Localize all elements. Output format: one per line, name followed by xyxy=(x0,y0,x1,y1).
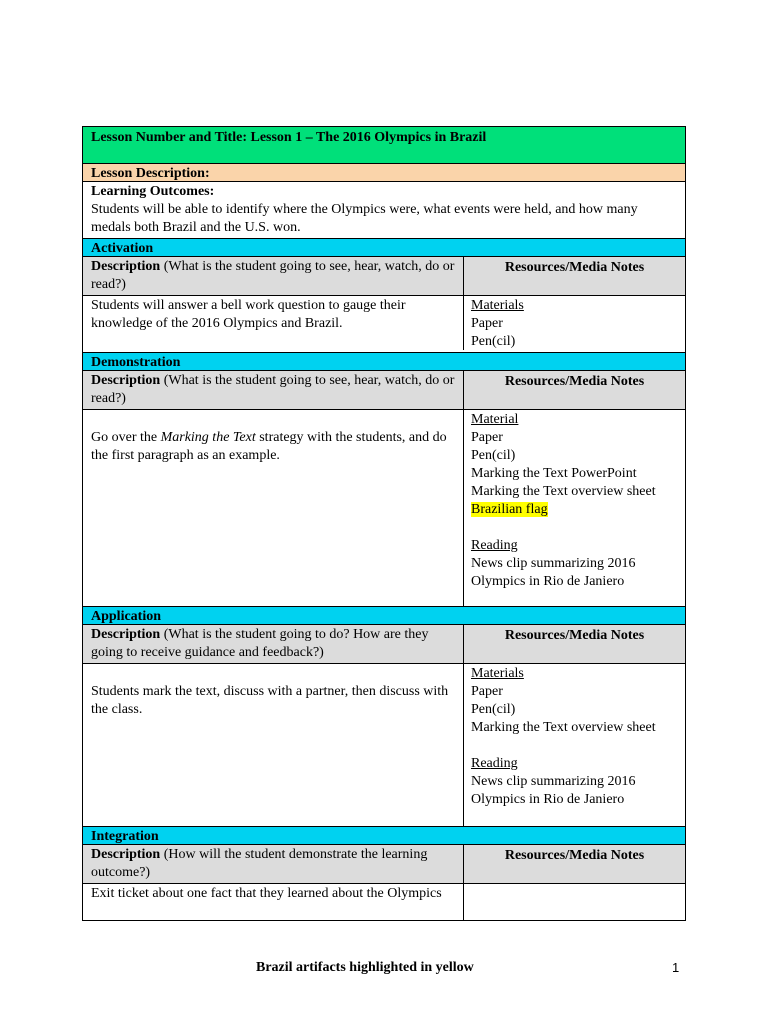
demonstration-content-row xyxy=(83,410,685,607)
lesson-description-label: Lesson Description: xyxy=(83,164,685,182)
application-content-row xyxy=(83,664,685,827)
activation-resources-header: Resources/Media Notes xyxy=(464,257,685,295)
integration-body: Exit ticket about one fact that they learned about the Olympics xyxy=(83,884,464,920)
demonstration-body-italic: Marking the Text xyxy=(160,430,256,445)
integration-resources xyxy=(464,884,685,920)
integration-header-row xyxy=(83,845,685,884)
description-label: Description xyxy=(91,847,161,862)
activation-description-cell xyxy=(83,257,464,295)
learning-outcomes-text: Students will be able to identify where the Olympics were, what events were held, and how many medals both Brazil and the U.S. won. xyxy=(91,202,638,235)
activation-body: Students will answer a bell work question to gauge their knowledge of the 2016 Olympics and Brazil. xyxy=(83,296,464,350)
demonstration-description-cell xyxy=(83,371,464,409)
demonstration-body-pre: Go over the xyxy=(91,430,161,445)
activation-material-item: Paper xyxy=(471,316,503,331)
integration-description-cell xyxy=(83,845,464,883)
application-reading-label: Reading xyxy=(471,756,518,771)
integration-content-row xyxy=(83,884,685,920)
activation-material-item: Pen(cil) xyxy=(471,334,516,349)
learning-outcomes xyxy=(83,182,685,239)
application-heading: Application xyxy=(83,607,685,625)
integration-resources-header: Resources/Media Notes xyxy=(464,845,685,883)
demonstration-material-item: Marking the Text overview sheet xyxy=(471,484,656,499)
activation-header-row xyxy=(83,257,685,296)
learning-outcomes-label: Learning Outcomes: xyxy=(91,184,215,199)
demonstration-reading-label: Reading xyxy=(471,538,518,553)
demonstration-heading: Demonstration xyxy=(83,353,685,371)
demonstration-reading-text: News clip summarizing 2016 Olympics in Rio de Janiero xyxy=(471,556,636,589)
footer-note: Brazil artifacts highlighted in yellow xyxy=(256,960,474,975)
activation-materials-label: Materials xyxy=(471,298,524,313)
integration-heading: Integration xyxy=(83,827,685,845)
demonstration-resources-header: Resources/Media Notes xyxy=(464,371,685,409)
page-number: 1 xyxy=(672,960,680,975)
description-label: Description xyxy=(91,259,161,274)
demonstration-materials-label: Material xyxy=(471,412,519,427)
demonstration-material-item: Pen(cil) xyxy=(471,448,516,463)
demonstration-prompt: (What is the student going to see, hear, watch, do or read?) xyxy=(91,373,455,406)
description-label: Description xyxy=(91,373,161,388)
activation-heading: Activation xyxy=(83,239,685,257)
description-label: Description xyxy=(91,627,161,642)
demonstration-resources xyxy=(464,410,685,606)
integration-prompt: (How will the student demonstrate the learning outcome?) xyxy=(91,847,428,880)
application-resources xyxy=(464,664,685,826)
demonstration-body xyxy=(83,410,464,606)
demonstration-header-row xyxy=(83,371,685,410)
activation-content-row xyxy=(83,296,685,353)
application-material-item: Pen(cil) xyxy=(471,702,516,717)
application-description-cell xyxy=(83,625,464,663)
application-resources-header: Resources/Media Notes xyxy=(464,625,685,663)
demonstration-material-item: Marking the Text PowerPoint xyxy=(471,466,637,481)
application-prompt: (What is the student going to do? How are they going to receive guidance and feedback?) xyxy=(91,627,429,660)
application-body: Students mark the text, discuss with a partner, then discuss with the class. xyxy=(83,664,464,826)
activation-resources xyxy=(464,296,685,352)
activation-prompt: (What is the student going to see, hear, watch, do or read?) xyxy=(91,259,455,292)
application-reading-text: News clip summarizing 2016 Olympics in Rio de Janiero xyxy=(471,774,636,807)
demonstration-highlighted-material: Brazilian flag xyxy=(471,502,548,517)
demonstration-body-post: strategy with the students, and do the first paragraph as an example. xyxy=(91,430,447,463)
application-material-item: Marking the Text overview sheet xyxy=(471,720,656,735)
application-materials-label: Materials xyxy=(471,666,524,681)
application-material-item: Paper xyxy=(471,684,503,699)
lesson-plan-table xyxy=(82,126,686,921)
application-header-row xyxy=(83,625,685,664)
demonstration-material-item: Paper xyxy=(471,430,503,445)
lesson-title: Lesson Number and Title: Lesson 1 – The 2016 Olympics in Brazil xyxy=(83,127,685,164)
